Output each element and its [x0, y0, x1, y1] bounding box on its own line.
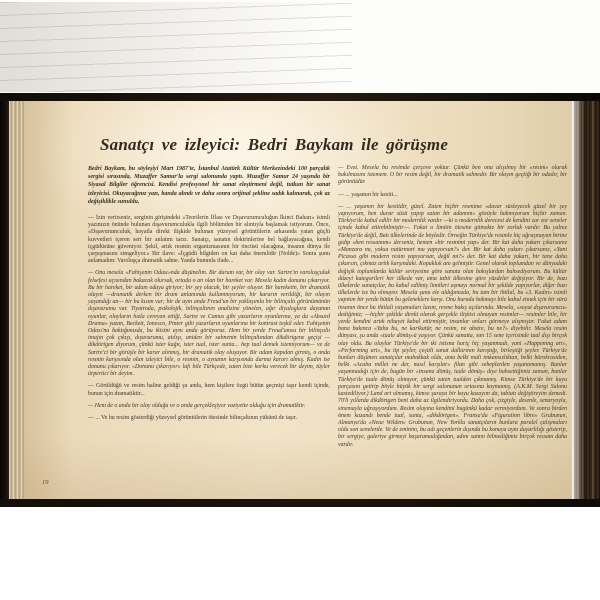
book-cover-bottom-edge	[0, 499, 600, 507]
paragraph: — İzin verirseniz, serginin girişindeki «Teorilerin İflası ve Dışavurumculuğun İkinci Baharı» isimli yazınızın önünde bulunan dışavurumculukla ilgili bölümden bir alıntıyla başlamak istiyorum. Önce, «Dışavurumculuk, hayatla direkt ilişkide bulunan yüzeysel görüntülerin arkasında yatan güçlü kuvvetleri içeren sert bir anlatım tarzı. Sanatçı, sanatın doktrinlerine bel bağlayacağına, kendi içgüdüsüne güveniyor. Şekil, artık resmin organizmasının bir öncüsü olacağına, insanın dünya ile çarpışmasını simgeliyor.» Bir ilave: «İçgüdü bilgiden on kat daha önemlidir (Nolde)» Sonra şunu anlamadım: Varoluşça dramatik sahne. Yanda bununla ifade...	[88, 215, 330, 265]
paragraph: — ... Ve bu resim gösterdiği yüzeysel görüntülerin ötesinde bilinçaltının yükünü de taşır.	[88, 415, 297, 422]
paragraph: — Görüldüğü ve resim haline geldiği şu anda, hem kişilere özgü bütün geçmişi taşır kendi içinde, bunun için dramatiktir...	[88, 383, 330, 397]
book-page	[24, 101, 572, 499]
intro-paragraph: Bedri Baykam, bu söyleşiyi Mart 1987'te, İstanbul Atatürk Kültür Merkezindeki 100 parçalık sergisi sırasında, Muzaffer Samur'la sergi salonunda yaptı. Muzaffer Samur 24 yaşında bir Siyasal Bilgiler öğrencisi. Kendisi profesyonel bir sanat eleştirmeni değil, tutkun bir sanat izleyicisi. Okuyacağınız yazı, banda alındı ve daha sonra orijinal şekline sadık kalınarak, çok az değişiklikle sunuldu.	[88, 166, 330, 205]
paragraph: — ... yaşamın bir kesiti...	[338, 191, 398, 198]
book-spine	[0, 101, 9, 499]
page-edges-right	[572, 101, 600, 499]
book-top-page-edges	[0, 2, 352, 92]
book-cover-top-edge	[0, 93, 600, 101]
paragraph: — Onu mesela «Fahişenin Odası»nda düşünelim. Bir durum var, bir olay var. Sartre'ın varoluşçuluk felsefesi açısından bakacak olursak, ortada o an olan bir hareket var. Mesela kadın donunu çıkarıyor. Bu bir hareket, bir adam odaya giriyor; bir şey olacak, bir şeyler oluyor. Bir hareketin, bir dramatik olayın —dramatik derken bir dram anlamında kullanmıyorum, bir kararın verildiği, bir olayın yaşandığı an— bir bu kısım var; bir de aynı anda Freud'un bir yaklaşımla bir bilinçaltı görünümünün dışavurumu var. Tiyatroda, psikolojik, bilinçaltının analizine yönelen, ağır diyaloglara dayanan oyunlar, olayların hızla cereyan ettiği, Sartre ve Camus gibi yazarların oyunlarına, ya da «Absurd Drama» yazan, Beckett, Ionesco, Pinter gibi yazarların oyunlarına bir kontrast teşkil eder. Fahişenin Odası'na baktığımızda, bu ikisini aynı anda görüyoruz. Hem bir yerde Freud'umsu bir bilinçaltı imajın çok çıkışı, dışavurumu, atılışı, aniden bir sahnenin bilinçaltından dikdörtgene geçişi —dikdörtgen diyorum, çünkü ister kağıt, ister tual, ister sunta... hep tual demek istemiyorum— ve de Sartre'ci bir görüşle bir karar alınmış, bir dramatik olay oluşuyor. Bir adam kapıdan girmiş, o anda resmin karşısında olan izleyici bile, o resmin, o aynanın karşısında durma kararı almış. Kadın ise donunu çıkarıyor. «Donunu çıkarıyor» lafı bile Türkçede, zaten bize korku verecek bir deyim, tüyler ürpertici bir deyim.	[88, 270, 330, 378]
page-title: Sanatçı ve izleyici: Bedri Baykam ile görüşme	[100, 135, 449, 154]
paragraph: — ... yaşamın bir kesitidir, güzel. Zaten hiçbir resmime «duvar süsleyecek güzel bir şey yapıyorum, ben duvar süsü yapıp satan bir adamım» gözüyle bakmıyorum hiçbir zaman. Türkiye'de kabul edilir bir modernlik vardır —ki o modernlik derecesi de kendini zar zor seneler içinde kabul ettirebilmiştir—. Fakat o limitin ötesine gitmekte bir zorluk vardır. Bu yalnız Türkiye'de değil, Batı ülkelerinde de böyledir. Örneğin Türkiye'de resimle hiç uğraşmayan birine gidip «ben ressamım» derseniz, hemen «bir resmimi yap» der. Bir kat daha yukarı çıkarsanız «Manzara mı, yoksa natürmort mu yapıyorsun?» der. Bir kat daha yukarı çıkarsanız, «Yani Picasso gibi modern resim yapıyorsun, değil mi?» der. Bir kat daha yukarı, bir tane daha çıkarsın, çıkmaz artık karşındaki. Kopukluk anı gelmiştir. Genel olarak toplumdan ve dünyadaki değişik toplumlarda kültür seviyesine göre sanata olan bakışlardan bahsediyorum. Bu kültür düzeyi kategorileri her ülkede var, ama tabii ülkesine göre yüzdeler değişiyor. Bir de, bazı ülkelerde sanatçılar, bu kabul edilmiş limitleri aşmayı normal bir şekilde yapıyorlar, diğer bazı ülkelerde ise bu olmuyor. Mesela şunu ele aldığımızda, bu tam bir ihtilal, bu «3. Kadın» isimli yapıtım bir yerde bütün bu geleneklere karşı. Onu burada bakmayı bile kabul etmek için bir sürü insanın önce bu ihtilali yaşamaları lazım, resme bakış açılarında. Mesela, «soyut dışavurumcu» dediğimiz; —hiçbir şekilde direkt olarak gerçekle ilişkisi olmayan resimler— resimler bile, bir yerde kendini artık nihayet kabul ettirmiştir, insanlar onları görmeye alışmıştır. Fakat adam bana bakınca «Yahu bu, ne karikatür, ne resim, ne abstre, bu ne?» diyebilir. Mesela resim dünyası, şu anda «tuale dönüş»ü yaşıyor. Çünkü sanatta, son 15 sene içerisinde tual dışı birçok olay oldu. Bu olaylar Türkiye'de bir iki istisna hariç hiç yaşanmadı, yani «Happening art», «Performing art», bu tip şeyler, çeşitli sanat dallarının karıştığı, birleştiği şeyler. Türkiye'de bunları düşünen sanatçılar muhakkak oldu, ama belki mali imkansızlıktan, belki bürokrasiden, belki «Acaba millet ne der, nasıl karşılar» filan gibi sebeplerden yaşanamamış. Bunlar yaşanmadığı için de, bugün bir «insana dönüş, tuale dönüş» diye bahsettiğimiz zaman, bunlar Türkiye'de tuale dönüş olmuyor, çünkü zaten tualden çıkmamış. Kimse Türkiye'de bir kuyu parçasını getirip böyle büyük bir sergi salonunun ortasına koymamış. (A.K.M. Sergi Salonu kastediliyor.) Land art olmamış, kimse şuraya bir kuyu kazayım da, tabiatı değiştireyim demedi. 70'li yıllarda dikdörtgen beni daha az ilgilendiriyordu. Daha çok, çizgiyle, desenle, senaryoyla, sinemayla uğraşıyordum. Resim olayına kendimi bugünkü kadar vermiyordum. Ve sonra birden önem kazandı bende tual, sunta, «dikdörtgen». Fransa'da «Figuration libre» Grubunun, Almanya'da «Neue Wilden» Grubunun, New Yorklu sanatçıların bunlara paralel çalışmaları oldu son senelerde. Ve de eminim, bu adı geçenlerin dışında bu konuya aynı duyarlılığı gösterip, bir sergiye, galeriye girmeyi başaramadığından, adını sanını bilmediğimiz birçok ressam daha vardır.	[338, 203, 567, 448]
text-columns	[88, 165, 567, 454]
right-column	[338, 165, 567, 454]
left-column	[88, 165, 330, 454]
paragraph: — Hem de o anda bir olay olduğu ve o anda gerçekleşiyor vaziyette olduğu için dramatiktir.	[88, 402, 306, 409]
paragraph: — Evet. Mesela bu resimde çerçeve yoktur. Çünkü ben ona alışılmış bir «resim» olarak bakılmasını istemem. O bir resim değil, bir dramatik sahnedir. Bir olayın geçtiği bir odadır, bir görüntüdür.	[338, 165, 567, 186]
page-number: 19	[42, 479, 49, 486]
backdrop	[0, 0, 600, 93]
page-edges-left	[9, 101, 24, 499]
